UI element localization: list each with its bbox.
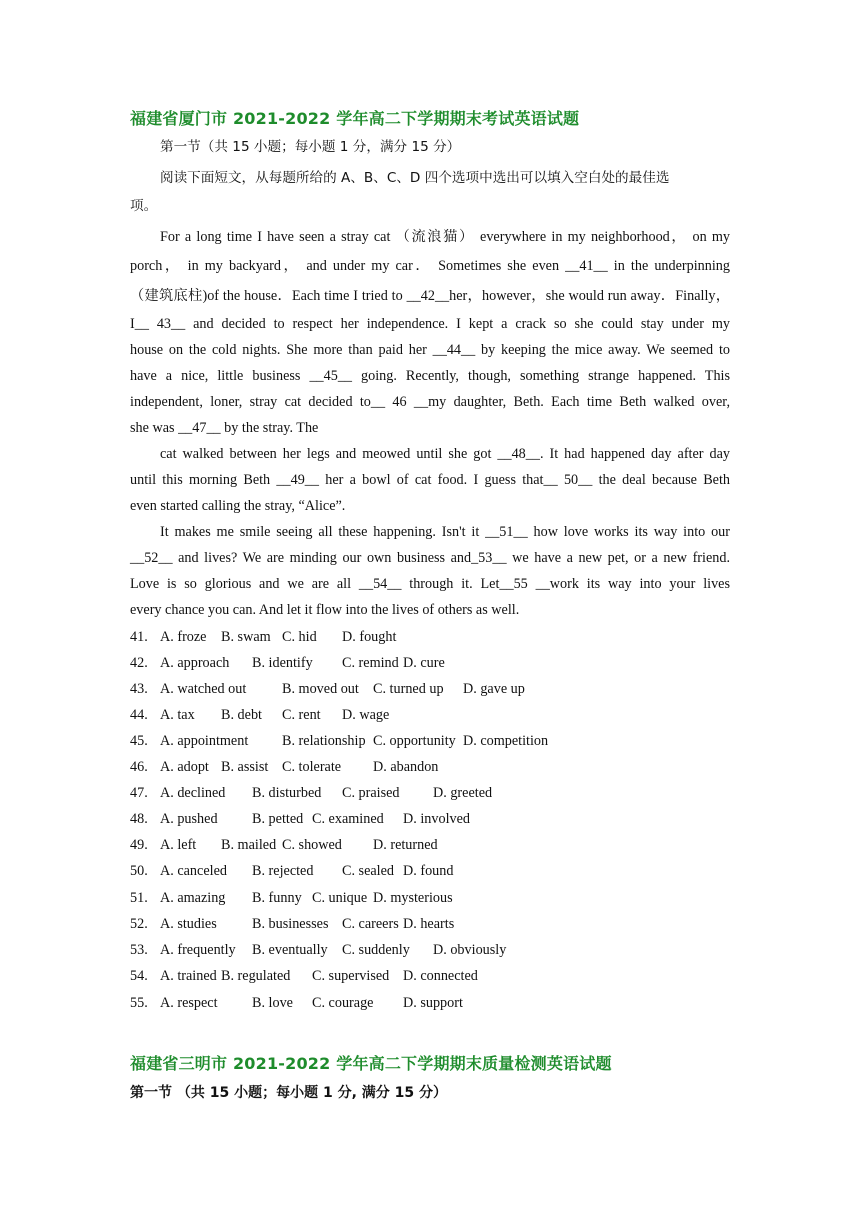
answer-option: D. involved xyxy=(403,811,470,827)
answer-option: B. petted xyxy=(252,811,304,827)
question-number: 49. xyxy=(130,837,148,853)
passage-line: I__ 43__ and decided to respect her independence. I kept a crack so she could stay under my xyxy=(130,316,730,332)
answer-option: B. debt xyxy=(221,707,262,723)
answer-option: D. mysterious xyxy=(373,890,453,906)
answer-option: C. remind xyxy=(342,655,399,671)
answer-option: C. examined xyxy=(312,811,384,827)
answer-option: D. gave up xyxy=(463,681,525,697)
question-number: 50. xyxy=(130,863,148,879)
answer-option: B. funny xyxy=(252,890,302,906)
passage-line: every chance you can. And let it flow into the lives of others as well. xyxy=(130,602,520,618)
answer-option: A. frequently xyxy=(160,942,236,958)
answer-option: B. businesses xyxy=(252,916,329,932)
answer-option: C. showed xyxy=(282,837,342,853)
answer-option: D. competition xyxy=(463,733,549,749)
answer-option: A. left xyxy=(160,837,197,853)
question-number: 42. xyxy=(130,655,148,671)
answer-option: D. connected xyxy=(403,968,478,984)
passage-line: Love is so glorious and we are all __54__ through it. Let__55 __work its way into your lives xyxy=(130,576,730,592)
answer-option: A. studies xyxy=(160,916,217,932)
answer-option: A. pushed xyxy=(160,811,218,827)
exam-title-xiamen: 福建省厦门市 2021-2022 学年高二下学期期末考试英语试题 xyxy=(130,109,580,128)
answer-option: D. cure xyxy=(403,655,445,671)
answer-option: C. unique xyxy=(312,890,368,906)
answer-option: B. disturbed xyxy=(252,785,322,801)
exam-title-sanming: 福建省三明市 2021-2022 学年高二下学期期末质量检测英语试题 xyxy=(130,1054,612,1073)
answer-option: C. hid xyxy=(282,629,317,645)
passage-line: house on the cold nights. She more than paid her __44__ by keeping the mice away. We seemed to xyxy=(130,342,730,358)
passage-line: cat walked between her legs and meowed until she got __48__. It had happened day after day xyxy=(160,446,730,462)
passage-line: even started calling the stray, “Alice”. xyxy=(130,498,346,514)
answer-option: C. sealed xyxy=(342,863,395,879)
answer-option: B. assist xyxy=(221,759,269,775)
passage-line: （建筑底柱)of the house．Each time I tried to __42__her，however，she would run away．Finally， xyxy=(130,288,730,304)
answer-option: A. respect xyxy=(160,995,218,1011)
passage-line: she was __47__ by the stray. The xyxy=(130,420,319,436)
answer-option: C. opportunity xyxy=(373,733,456,749)
answer-option: D. returned xyxy=(373,837,438,853)
answer-option: A. watched out xyxy=(160,681,247,697)
answer-option: B. moved out xyxy=(282,681,359,697)
question-number: 45. xyxy=(130,733,148,749)
passage-line: __52__ and lives? We are minding our own business and_53__ we have a new pet, or a new friend. xyxy=(130,550,730,566)
question-number: 53. xyxy=(130,942,148,958)
answer-option: A. appointment xyxy=(160,733,249,749)
passage-line: It makes me smile seeing all these happening. Isn't it __51__ how love works its way into our xyxy=(160,524,730,540)
answer-option: C. tolerate xyxy=(282,759,342,775)
answer-option: C. courage xyxy=(312,995,374,1011)
passage-line: porch， in my backyard， and under my car． Sometimes she even __41__ in the underpinning xyxy=(130,258,730,274)
answer-option: D. obviously xyxy=(433,942,507,958)
answer-option: C. turned up xyxy=(373,681,444,697)
answer-option: A. froze xyxy=(160,629,207,645)
answer-option: B. eventually xyxy=(252,942,328,958)
part-label-2: 第一节 （共 15 小题；每小题 1 分, 满分 15 分） xyxy=(130,1085,448,1101)
answer-option: A. tax xyxy=(160,707,195,723)
answer-option: B. relationship xyxy=(282,733,366,749)
answer-option: D. fought xyxy=(342,629,397,645)
answer-option: B. mailed xyxy=(221,837,277,853)
passage-line: independent, loner, stray cat decided to__ 46 __my daughter, Beth. Each time Beth walked over, xyxy=(130,394,730,410)
answer-option: A. declined xyxy=(160,785,226,801)
question-number: 44. xyxy=(130,707,148,723)
question-number: 55. xyxy=(130,995,148,1011)
answer-option: C. suddenly xyxy=(342,942,410,958)
answer-option: A. adopt xyxy=(160,759,209,775)
answer-option: B. rejected xyxy=(252,863,314,879)
question-number: 52. xyxy=(130,916,148,932)
answer-option: B. regulated xyxy=(221,968,291,984)
question-number: 41. xyxy=(130,629,148,645)
passage-line: until this morning Beth __49__ her a bowl of cat food. I guess that__ 50__ the deal because Beth xyxy=(130,472,730,488)
answer-option: A. trained xyxy=(160,968,217,984)
answer-option: A. amazing xyxy=(160,890,226,906)
passage-line: have a nice, little business __45__ going. Recently, though, something strange happened. This xyxy=(130,368,730,384)
question-number: 47. xyxy=(130,785,148,801)
answer-option: D. hearts xyxy=(403,916,455,932)
answer-option: B. love xyxy=(252,995,293,1011)
answer-option: D. abandon xyxy=(373,759,439,775)
answer-option: B. identify xyxy=(252,655,313,671)
question-number: 51. xyxy=(130,890,148,906)
question-number: 43. xyxy=(130,681,148,697)
answer-option: A. canceled xyxy=(160,863,227,879)
answer-option: C. careers xyxy=(342,916,399,932)
question-number: 48. xyxy=(130,811,148,827)
answer-option: D. wage xyxy=(342,707,390,723)
instruction-line-1: 阅读下面短文，从每题所给的 A、B、C、D 四个选项中选出可以填入空白处的最佳选 xyxy=(160,170,670,186)
answer-option: C. praised xyxy=(342,785,400,801)
answer-option: A. approach xyxy=(160,655,230,671)
part-label: 第一节（共 15 小题；每小题 1 分，满分 15 分） xyxy=(160,139,461,155)
answer-option: B. swam xyxy=(221,629,271,645)
instruction-line-2: 项。 xyxy=(130,198,158,214)
answer-option: D. found xyxy=(403,863,454,879)
answer-option: D. support xyxy=(403,995,463,1011)
answer-option: D. greeted xyxy=(433,785,493,801)
question-number: 46. xyxy=(130,759,148,775)
passage-line: For a long time I have seen a stray cat （流浪猫） everywhere in my neighborhood， on my xyxy=(160,229,730,245)
question-number: 54. xyxy=(130,968,148,984)
answer-option: C. supervised xyxy=(312,968,390,984)
answer-option: C. rent xyxy=(282,707,321,723)
